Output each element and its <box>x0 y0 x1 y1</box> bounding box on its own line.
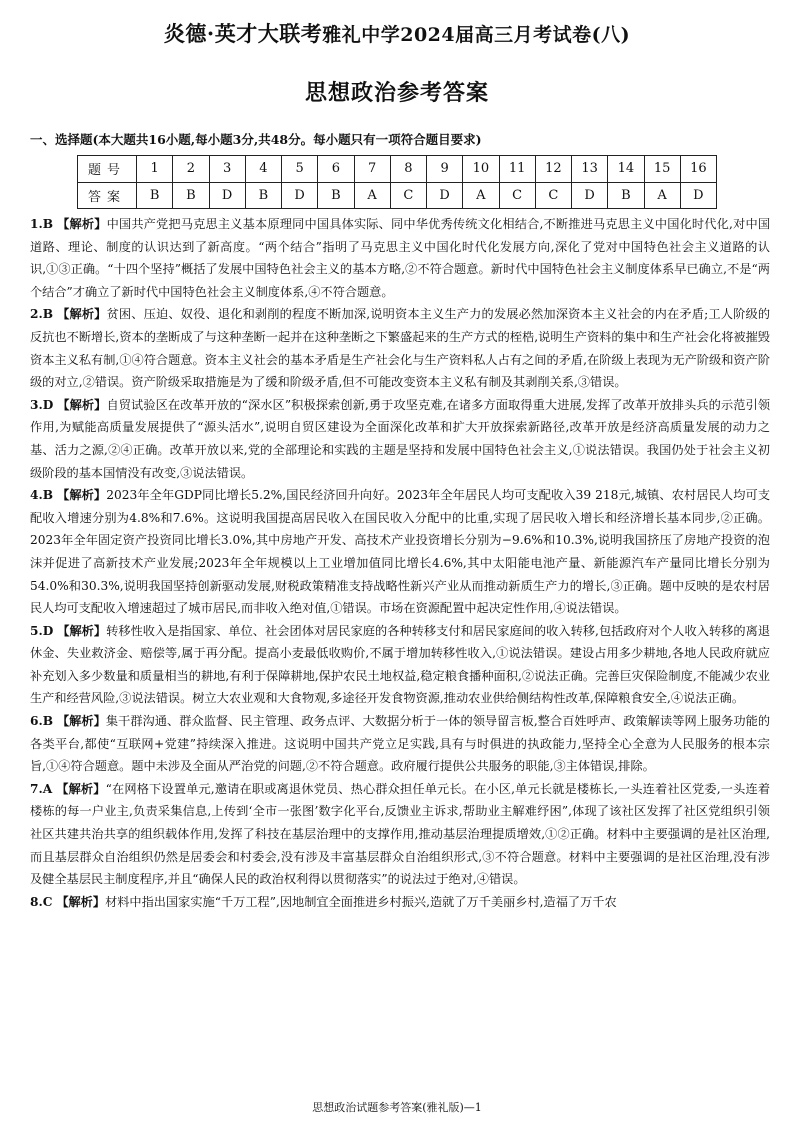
question-number-cell: 12 <box>535 156 571 183</box>
answer-cell: C <box>390 182 426 209</box>
section-heading: 一、选择题(本大题共16小题,每小题3分,共48分。每小题只有一项符合题目要求) <box>30 132 482 147</box>
question-number-cell: 13 <box>572 156 608 183</box>
answer-cell: C <box>499 182 535 209</box>
item-text: 自贸试验区在改革开放的“深水区”积极探索创新,勇于攻坚克难,在诸多方面取得重大进展,发挥了改革开放排头兵的示范引领作用,为赋能高质量发展提供了“源头活水”,说明自贸区建设为全面深化改革和扩大开放探索新路径,改革开放是经济高质量发展的动力之基、活力之源,②④正确。改革开放以来,党的全部理论和实践的主题是坚持和发展中国特色社会主义,①说法错误。我国仍处于社会主义初级阶段的基本国情没有改变,③说法错误。 <box>30 397 771 480</box>
question-number-cell: 5 <box>282 156 318 183</box>
analysis-tag: 【解析】 <box>57 623 107 638</box>
explanation-item <box>30 303 770 393</box>
item-text: 2023年全年GDP同比增长5.2%,国民经济回升向好。2023年全年居民人均可支配收入39 218元,城镇、农村居民人均可支配收入增速分别为4.8%和7.6%。这说明我国提高居民收入在国民收入分配中的比重,实现了居民收入增长和经济增长基本同步,②正确。2023年全年固定资产投资同比增长3.0%,其中房地产开发、高技术产业投资增长分别为−9.6%和10.3%,说明我国挤压了房地产投资的泡沫并促进了高新技术产业发展;2023年全年规模以上工业增加值同比增长4.6%,其中太阳能电池产量、新能源汽车产量同比增长分别为54.0%和30.3%,说明我国坚持创新驱动发展,财税政策精准支持战略性新兴产业从而推动新质生产力的增长,③正确。题中反映的是农村居民人均可支配收入增速超过了城市居民,而非收入绝对值,①错误。市场在资源配置中起决定性作用,④说法错误。 <box>30 488 771 616</box>
page-title: 思想政治参考答案 <box>304 80 489 106</box>
answer-cell: D <box>427 182 463 209</box>
item-text: 中国共产党把马克思主义基本原理同中国具体实际、同中华优秀传统文化相结合,不断推进马克思主义中国化时代化,对中国道路、理论、制度的认识达到了新高度。“两个结合”指明了马克思主义中国化时代化发展方向,深化了党对中国特色社会主义道路的认识,①③正确。“十四个坚持”概括了发展中国特色社会主义的基本方略,②不符合题意。新时代中国特色社会主义制度体系早已确立,不是“两个结合”才确立了新时代中国特色社会主义制度体系,④不符合题意。 <box>30 217 771 299</box>
item-number: 6.B <box>30 714 54 729</box>
analysis-tag: 【解析】 <box>56 894 106 909</box>
analysis-tag: 【解析】 <box>56 781 106 796</box>
item-text: 转移性收入是指国家、单位、社会团体对居民家庭的各种转移支付和居民家庭间的收入转移,包括政府对个人收入转移的离退休金、失业救济金、赔偿等,属于再分配。提高小麦最低收购价,不属于增加转移性收入,①说法错误。建设占用多少耕地,各地人民政府就应补充划入多少数量和质量相当的耕地,有利于保障耕地,保护农民土地权益,稳定粮食播种面积,②说法正确。完善巨灾保险制度,不能减少农业生产和经营风险,③说法错误。树立大农业观和大食物观,多途径开发食物资源,推动农业供给侧结构性改革,保障粮食安全,④说法正确。 <box>30 623 771 706</box>
answer-cell: D <box>572 182 608 209</box>
item-text: 集干群沟通、群众监督、民主管理、政务点评、大数据分析于一体的领导留言板,整合百姓呼声、政策解读等网上服务功能的各类平台,都使“互联网+党建”持续深入推进。这说明中国共产党立足实践,具有与时俱进的执政能力,坚持全心全意为人民服务的根本宗旨,①④符合题意。题中未涉及全面从严治党的问题,②不符合题意。政府履行提供公共服务的职能,③主体错误,排除。 <box>30 714 771 774</box>
question-number-cell: 9 <box>427 156 463 183</box>
question-number-cell: 8 <box>390 156 426 183</box>
explanations <box>30 213 770 913</box>
question-number-cell: 11 <box>499 156 535 183</box>
question-number-cell: 14 <box>608 156 644 183</box>
answer-cell: A <box>354 182 390 209</box>
answer-cell: B <box>245 182 281 209</box>
question-number-cell: 2 <box>173 156 209 183</box>
item-text: 贫困、压迫、奴役、退化和剥削的程度不断加深,说明资本主义生产力的发展必然加深资本主义社会的内在矛盾;工人阶级的反抗也不断增长,资本的垄断成了与这种垄断一起并在这种垄断之下繁盛起来的生产方式的桎梏,说明生产资料的集中和生产社会化将被摧毁资本主义私有制,①④符合题意。资本主义社会的基本矛盾是生产社会化与生产资料私人占有之间的矛盾,在阶级上表现为无产阶级和资产阶级的对立,②错误。资产阶级采取措施是为了缓和阶级矛盾,但不可能改变资本主义私有制及其剥削关系,③错误。 <box>30 307 771 390</box>
item-number: 8.C <box>30 894 53 909</box>
question-number-cell: 15 <box>644 156 680 183</box>
analysis-tag: 【解析】 <box>57 488 107 503</box>
item-text: 材料中指出国家实施“千万工程”,因地制宜全面推进乡村振兴,造就了万千美丽乡村,造福了万千农 <box>105 894 617 909</box>
question-number-cell: 4 <box>245 156 281 183</box>
item-number: 5.D <box>30 623 54 638</box>
answer-cell: B <box>318 182 354 209</box>
answer-cell: B <box>173 182 209 209</box>
answer-row <box>78 182 717 209</box>
explanation-item <box>30 620 770 710</box>
question-number-cell: 16 <box>680 156 716 183</box>
question-number-cell: 10 <box>463 156 499 183</box>
analysis-tag: 【解析】 <box>57 397 107 412</box>
explanation-item <box>30 394 770 484</box>
answer-cell: D <box>680 182 716 209</box>
row-label-number: 题号 <box>78 156 137 183</box>
item-number: 3.D <box>30 397 54 412</box>
answer-cell: B <box>608 182 644 209</box>
explanation-item <box>30 710 770 778</box>
analysis-tag: 【解析】 <box>56 714 106 729</box>
item-text: “在网格下设置单元,邀请在职或离退休党员、热心群众担任单元长。在小区,单元长就是楼栋长,一头连着社区党委,一头连着楼栋的每一户业主,负责采集信息,上传到‘全市一张图’数字化平台,反馈业主诉求,帮助业主解难纾困”,体现了该社区发挥了社区党组织引领社区共建共治共享的组织载体作用,发挥了科技在基层治理中的支撑作用,推动基层治理提质增效,①②正确。材料中主要强调的是社区治理,而且基层群众自治组织仍然是居委会和村委会,没有涉及丰富基层群众自治组织形式,③不符合题意。材料中主要强调的是社区治理,没有涉及健全基层民主制度程序,并且“确保人民的政治权利得以贯彻落实”的说法过于绝对,④错误。 <box>30 781 771 887</box>
answer-cell: B <box>137 182 173 209</box>
explanation-item <box>30 213 770 303</box>
question-number-cell: 1 <box>137 156 173 183</box>
exam-header <box>0 18 794 48</box>
analysis-tag: 【解析】 <box>57 217 107 231</box>
row-label-answer: 答案 <box>78 182 137 209</box>
item-number: 1.B <box>30 217 54 231</box>
question-number-cell: 7 <box>354 156 390 183</box>
exam-title: 雅礼中学2024届高三月考试卷(八) <box>322 24 631 46</box>
explanation-item <box>30 778 770 891</box>
analysis-tag: 【解析】 <box>57 307 107 322</box>
answer-cell: A <box>644 182 680 209</box>
question-number-row <box>78 156 717 183</box>
explanation-item <box>30 484 770 620</box>
question-number-cell: 3 <box>209 156 245 183</box>
answer-cell: A <box>463 182 499 209</box>
question-number-cell: 6 <box>318 156 354 183</box>
item-number: 2.B <box>30 307 54 322</box>
exam-brand: 炎德·英才大联考 <box>163 21 323 46</box>
answer-cell: D <box>282 182 318 209</box>
answer-cell: C <box>535 182 571 209</box>
item-number: 7.A <box>30 781 53 796</box>
answer-table <box>77 155 717 209</box>
item-number: 4.B <box>30 488 54 503</box>
page-footer: 思想政治试题参考答案(雅礼版)—1 <box>312 1101 482 1114</box>
explanation-item <box>30 891 770 914</box>
answer-cell: D <box>209 182 245 209</box>
